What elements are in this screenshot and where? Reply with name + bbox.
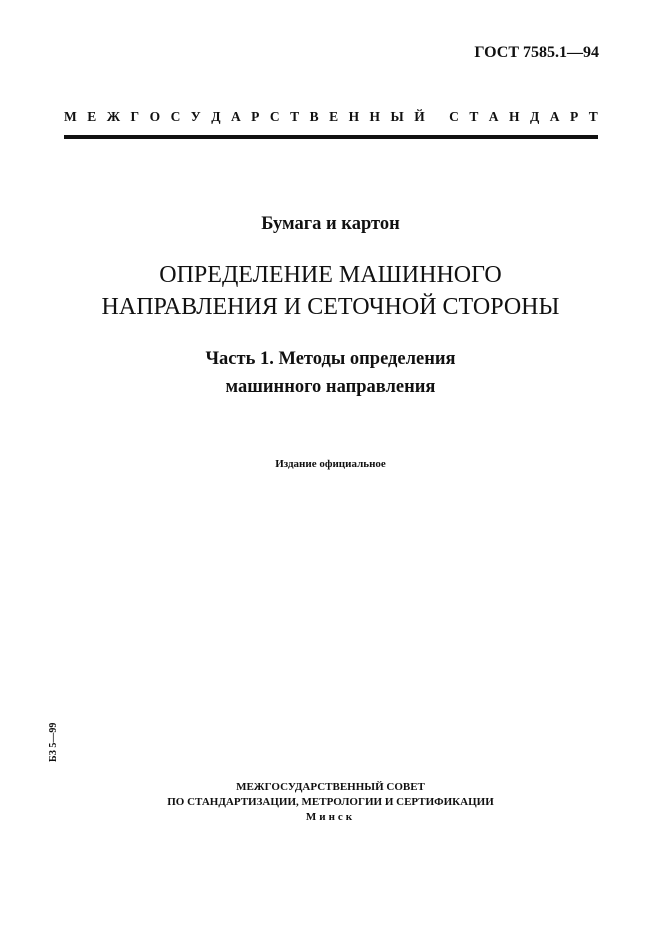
- heading-letter: Й: [414, 109, 425, 124]
- part-title-line-1: Часть 1. Методы определения: [205, 349, 456, 369]
- word-gap: [435, 109, 438, 125]
- heading-letter: О: [149, 109, 161, 124]
- heading-letter: С: [269, 109, 280, 124]
- heading-letter: С: [449, 109, 459, 124]
- publisher-line-2: ПО СТАНДАРТИЗАЦИИ, МЕТРОЛОГИИ И СЕРТИФИКАЦИИ: [167, 796, 494, 808]
- heading-letter: Д: [211, 109, 221, 124]
- document-title-line-1: ОПРЕДЕЛЕНИЕ МАШИННОГО: [159, 262, 502, 288]
- heading-letter: Е: [87, 109, 97, 124]
- heading-letter: А: [230, 109, 241, 124]
- heading-letter: А: [488, 109, 499, 124]
- heading-letter: А: [549, 109, 560, 124]
- document-title: [0, 259, 661, 323]
- heading-letter: Г: [130, 109, 140, 124]
- heading-letter: Т: [290, 109, 300, 124]
- heading-letter: Ы: [390, 109, 404, 124]
- heading-letter: Ж: [106, 109, 121, 124]
- standard-type-heading: [64, 109, 598, 125]
- part-title-line-2: машинного направления: [225, 377, 436, 397]
- heading-letter: С: [170, 109, 181, 124]
- side-note: БЗ 5—99: [48, 722, 59, 762]
- edition-label: Издание официальное: [275, 458, 386, 470]
- document-title-line-2: НАПРАВЛЕНИЯ И СЕТОЧНОЙ СТОРОНЫ: [101, 294, 560, 320]
- heading-letter: Р: [251, 109, 260, 124]
- heading-letter: М: [64, 109, 77, 124]
- heading-letter: Н: [509, 109, 520, 124]
- header-rule: [64, 135, 598, 139]
- heading-letter: В: [309, 109, 319, 124]
- publisher-city: Минск: [305, 811, 356, 823]
- document-code: ГОСТ 7585.1—94: [474, 44, 599, 61]
- heading-letter: У: [190, 109, 201, 124]
- heading-letter: Т: [588, 109, 598, 124]
- publisher-line-1: МЕЖГОСУДАРСТВЕННЫЙ СОВЕТ: [236, 781, 425, 793]
- heading-letter: Н: [348, 109, 360, 124]
- heading-letter: Д: [530, 109, 540, 124]
- publisher-block: [0, 780, 661, 825]
- heading-letter: Е: [329, 109, 339, 124]
- document-subject: Бумага и картон: [261, 214, 400, 234]
- heading-letter: Т: [469, 109, 479, 124]
- heading-letter: Р: [569, 109, 579, 124]
- heading-letter: Н: [369, 109, 381, 124]
- part-title: [0, 345, 661, 401]
